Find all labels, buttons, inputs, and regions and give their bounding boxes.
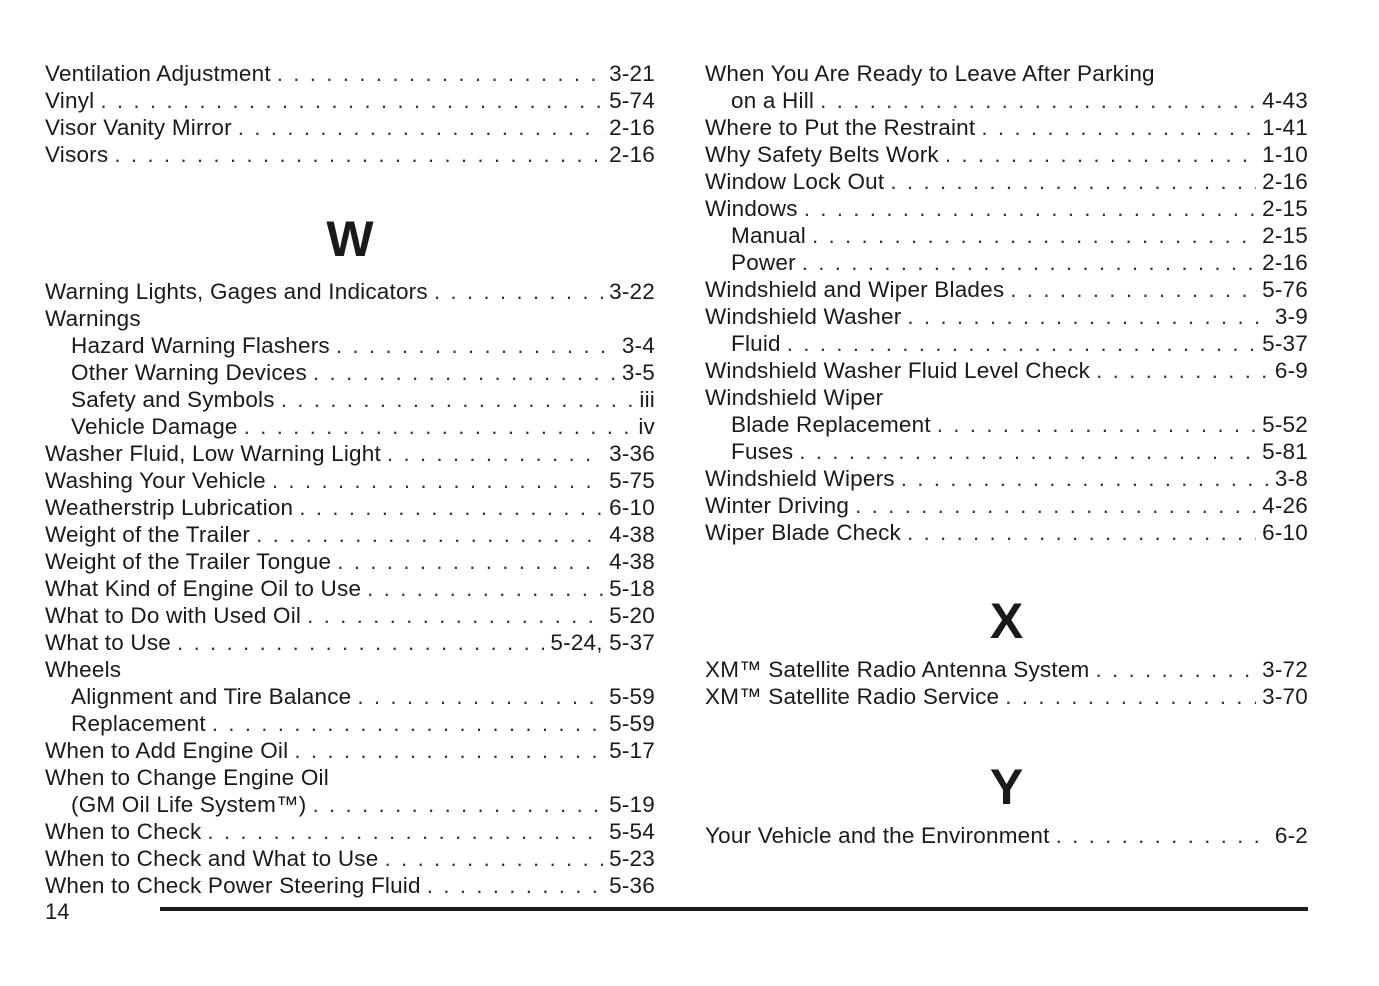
entry-page-ref: 4-38 (609, 549, 655, 574)
entry-page-ref: iii (639, 387, 655, 412)
dot-leader (272, 467, 603, 494)
index-entry (705, 60, 1308, 87)
dot-leader (799, 438, 1256, 465)
entry-page-ref: 3-21 (609, 61, 655, 86)
dot-leader (367, 575, 603, 602)
entry-page-ref: 1-41 (1262, 115, 1308, 140)
dot-leader (281, 386, 634, 413)
dot-leader (907, 303, 1268, 330)
entry-label: When to Check and What to Use (45, 846, 379, 871)
index-entry (705, 87, 1308, 114)
entry-label: Safety and Symbols (71, 387, 275, 412)
dot-leader (387, 440, 603, 467)
index-entry (45, 629, 655, 656)
entry-page-ref: 5-17 (609, 738, 655, 763)
entry-label: Fluid (731, 331, 781, 356)
dot-leader (384, 845, 603, 872)
index-entry (705, 465, 1308, 492)
entry-label: Windows (705, 196, 798, 221)
dot-leader (901, 465, 1269, 492)
entry-label: Ventilation Adjustment (45, 61, 271, 86)
index-entry (705, 411, 1308, 438)
index-entry (705, 276, 1308, 303)
dot-leader (1096, 357, 1269, 384)
entry-page-ref: 5-36 (609, 873, 655, 898)
index-group-y (705, 822, 1308, 849)
dot-leader (244, 413, 633, 440)
entry-label: Replacement (71, 711, 206, 736)
entry-label: Window Lock Out (705, 169, 885, 194)
dot-leader (427, 872, 603, 899)
entry-label: When to Check (45, 819, 202, 844)
index-entry (705, 195, 1308, 222)
entry-label: Weatherstrip Lubrication (45, 495, 294, 520)
entry-label: Blade Replacement (731, 412, 931, 437)
index-entry (45, 87, 655, 114)
index-entry (705, 330, 1308, 357)
index-entry (45, 710, 655, 737)
index-entry (705, 357, 1308, 384)
entry-page-ref: 5-23 (609, 846, 655, 871)
entry-page-ref: 5-52 (1262, 412, 1308, 437)
entry-label: Hazard Warning Flashers (71, 333, 330, 358)
index-entry (45, 683, 655, 710)
entry-page-ref: 5-54 (609, 819, 655, 844)
index-entry (705, 656, 1308, 683)
index-group-x (705, 656, 1308, 710)
entry-label: When to Change Engine Oil (45, 765, 329, 790)
entry-label: Windshield Wipers (705, 466, 895, 491)
entry-label: Washing Your Vehicle (45, 468, 266, 493)
left-column (45, 60, 655, 899)
dot-leader (357, 683, 603, 710)
entry-label: Your Vehicle and the Environment (705, 823, 1050, 848)
index-entry (45, 818, 655, 845)
entry-page-ref: 3-36 (609, 441, 655, 466)
index-entry (705, 438, 1308, 465)
dot-leader (890, 168, 1256, 195)
index-entry (45, 467, 655, 494)
entry-label: Other Warning Devices (71, 360, 307, 385)
entry-page-ref: 3-4 (621, 333, 655, 358)
entry-label: Power (731, 250, 796, 275)
index-group-v (45, 60, 655, 168)
entry-label: When You Are Ready to Leave After Parking (705, 61, 1155, 86)
entry-page-ref: 5-24, 5-37 (550, 630, 655, 655)
dot-leader (981, 114, 1256, 141)
index-entry (705, 222, 1308, 249)
entry-page-ref: 2-16 (1262, 169, 1308, 194)
entry-label: Vinyl (45, 88, 95, 113)
dot-leader (312, 791, 603, 818)
dot-leader (212, 710, 603, 737)
index-entry (705, 519, 1308, 546)
dot-leader (307, 602, 603, 629)
entry-page-ref: 6-2 (1274, 823, 1308, 848)
entry-label: Manual (731, 223, 806, 248)
index-entry (45, 359, 655, 386)
index-entry (705, 249, 1308, 276)
dot-leader (907, 519, 1256, 546)
entry-label: (GM Oil Life System™) (71, 792, 307, 817)
entry-page-ref: 3-5 (621, 360, 655, 385)
index-entry (45, 114, 655, 141)
entry-page-ref: 5-20 (609, 603, 655, 628)
index-entry (705, 303, 1308, 330)
index-entry (45, 141, 655, 168)
dot-leader (1010, 276, 1256, 303)
dot-leader (1096, 656, 1257, 683)
index-entry (45, 656, 655, 683)
section-heading-x: X (989, 593, 1024, 649)
entry-label: What to Use (45, 630, 171, 655)
entry-page-ref: 3-72 (1262, 657, 1308, 682)
entry-page-ref: 4-38 (609, 522, 655, 547)
entry-page-ref: 6-9 (1274, 358, 1308, 383)
index-group-w-continued (705, 60, 1308, 546)
index-entry (45, 791, 655, 818)
dot-leader (855, 492, 1256, 519)
entry-label: Winter Driving (705, 493, 850, 518)
index-entry (45, 386, 655, 413)
dot-leader (299, 494, 603, 521)
dot-leader (336, 332, 616, 359)
dot-leader (804, 195, 1256, 222)
entry-page-ref: 6-10 (609, 495, 655, 520)
entry-page-ref: 1-10 (1262, 142, 1308, 167)
index-entry (45, 332, 655, 359)
dot-leader (177, 629, 544, 656)
index-entry (705, 492, 1308, 519)
entry-page-ref: 3-9 (1274, 304, 1308, 329)
dot-leader (937, 411, 1256, 438)
entry-label: Fuses (731, 439, 794, 464)
entry-label: When to Check Power Steering Fluid (45, 873, 421, 898)
entry-page-ref: 5-59 (609, 711, 655, 736)
dot-leader (820, 87, 1256, 114)
index-entry (45, 278, 655, 305)
index-entry (45, 521, 655, 548)
index-entry (705, 384, 1308, 411)
entry-page-ref: 2-16 (1262, 250, 1308, 275)
entry-label: Wheels (45, 657, 122, 682)
entry-label: Warning Lights, Gages and Indicators (45, 279, 428, 304)
entry-label: Windshield Washer (705, 304, 902, 329)
entry-label: When to Add Engine Oil (45, 738, 289, 763)
entry-page-ref: 5-19 (609, 792, 655, 817)
entry-label: Weight of the Trailer (45, 522, 251, 547)
entry-label: What Kind of Engine Oil to Use (45, 576, 362, 601)
index-entry (705, 168, 1308, 195)
entry-page-ref: 5-75 (609, 468, 655, 493)
entry-label: Visors (45, 142, 109, 167)
entry-page-ref: 5-76 (1262, 277, 1308, 302)
dot-leader (277, 60, 603, 87)
index-entry (45, 872, 655, 899)
entry-label: Vehicle Damage (71, 414, 238, 439)
index-entry (45, 305, 655, 332)
entry-label: Wiper Blade Check (705, 520, 901, 545)
dot-leader (256, 521, 603, 548)
right-column (705, 60, 1308, 849)
entry-page-ref: 3-70 (1262, 684, 1308, 709)
entry-page-ref: 5-74 (609, 88, 655, 113)
index-entry (705, 822, 1308, 849)
entry-page-ref: 5-18 (609, 576, 655, 601)
entry-label: Windshield Wiper (705, 385, 884, 410)
entry-page-ref: 5-59 (609, 684, 655, 709)
entry-label: Weight of the Trailer Tongue (45, 549, 332, 574)
section-heading-w: W (326, 211, 374, 267)
index-group-w (45, 278, 655, 899)
entry-label: Where to Put the Restraint (705, 115, 976, 140)
entry-label: Warnings (45, 306, 141, 331)
entry-label: Windshield Washer Fluid Level Check (705, 358, 1091, 383)
index-entry (45, 575, 655, 602)
dot-leader (802, 249, 1256, 276)
index-entry (705, 114, 1308, 141)
dot-leader (787, 330, 1256, 357)
entry-page-ref: 2-16 (609, 142, 655, 167)
index-entry (705, 683, 1308, 710)
entry-page-ref: 4-43 (1262, 88, 1308, 113)
entry-label: XM™ Satellite Radio Service (705, 684, 1000, 709)
entry-page-ref: 5-81 (1262, 439, 1308, 464)
dot-leader (207, 818, 603, 845)
entry-page-ref: iv (638, 414, 655, 439)
entry-label: Washer Fluid, Low Warning Light (45, 441, 381, 466)
entry-page-ref: 3-8 (1274, 466, 1308, 491)
entry-page-ref: 2-15 (1262, 196, 1308, 221)
index-entry (45, 602, 655, 629)
entry-label: What to Do with Used Oil (45, 603, 302, 628)
entry-page-ref: 5-37 (1262, 331, 1308, 356)
entry-page-ref: 6-10 (1262, 520, 1308, 545)
entry-label: Visor Vanity Mirror (45, 115, 232, 140)
dot-leader (313, 359, 616, 386)
page-number: 14 (45, 899, 70, 924)
index-entry (705, 141, 1308, 168)
entry-label: Alignment and Tire Balance (71, 684, 352, 709)
dot-leader (812, 222, 1256, 249)
entry-label: XM™ Satellite Radio Antenna System (705, 657, 1090, 682)
index-entry (45, 764, 655, 791)
index-entry (45, 494, 655, 521)
entry-page-ref: 3-22 (609, 279, 655, 304)
entry-label: Windshield and Wiper Blades (705, 277, 1005, 302)
index-entry (45, 845, 655, 872)
dot-leader (294, 737, 603, 764)
dot-leader (1056, 822, 1269, 849)
dot-leader (100, 87, 603, 114)
entry-page-ref: 4-26 (1262, 493, 1308, 518)
dot-leader (337, 548, 603, 575)
entry-label: Why Safety Belts Work (705, 142, 939, 167)
index-entry (45, 737, 655, 764)
index-entry (45, 440, 655, 467)
footer-rule (160, 907, 1308, 911)
index-entry (45, 413, 655, 440)
dot-leader (434, 278, 603, 305)
dot-leader (114, 141, 603, 168)
dot-leader (1005, 683, 1256, 710)
dot-leader (945, 141, 1256, 168)
section-heading-y: Y (989, 759, 1024, 815)
index-entry (45, 60, 655, 87)
dot-leader (238, 114, 603, 141)
index-entry (45, 548, 655, 575)
entry-page-ref: 2-16 (609, 115, 655, 140)
entry-label: on a Hill (731, 88, 815, 113)
entry-page-ref: 2-15 (1262, 223, 1308, 248)
